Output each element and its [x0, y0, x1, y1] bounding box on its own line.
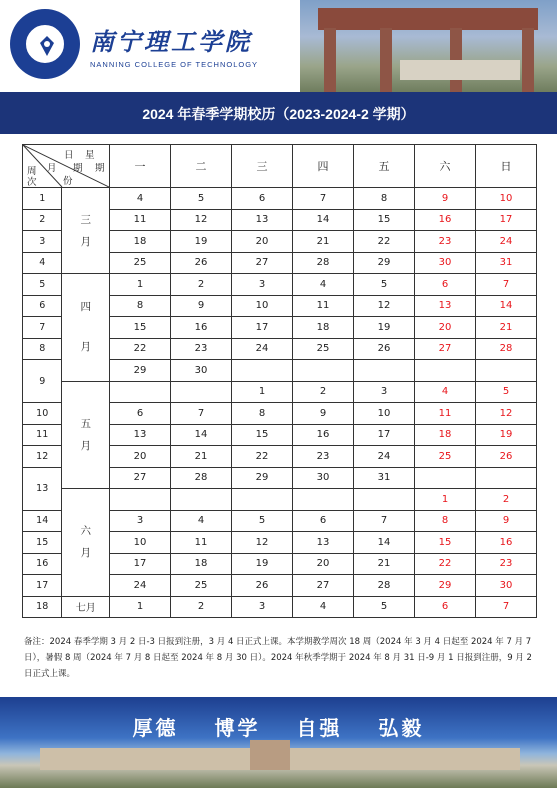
date-cell: 17	[232, 317, 293, 339]
date-cell-weekend: 15	[415, 532, 476, 554]
date-cell: 17	[110, 553, 171, 575]
date-cell: 26	[354, 338, 415, 360]
date-cell: 8	[232, 403, 293, 425]
date-cell: 28	[354, 575, 415, 597]
date-cell: 11	[110, 209, 171, 231]
college-english-name: NANNING COLLEGE OF TECHNOLOGY	[90, 60, 259, 69]
date-cell: 1	[110, 596, 171, 618]
day-header-sun: 日	[476, 145, 537, 188]
date-cell: 13	[110, 424, 171, 446]
date-cell: 28	[171, 467, 232, 489]
date-cell-weekend: 1	[415, 489, 476, 511]
date-cell: 19	[171, 231, 232, 253]
date-cell: 1	[232, 381, 293, 403]
calendar-table	[22, 144, 537, 618]
date-cell: 12	[171, 209, 232, 231]
date-cell-weekend: 29	[415, 575, 476, 597]
date-cell-weekend: 31	[476, 252, 537, 274]
date-cell: 27	[110, 467, 171, 489]
date-cell: 3	[232, 274, 293, 296]
date-cell: 18	[171, 553, 232, 575]
date-cell: 3	[110, 510, 171, 532]
corner-zhou-label: 周	[27, 166, 37, 177]
date-cell: 2	[171, 274, 232, 296]
month-label: 四	[80, 301, 91, 314]
date-cell: 13	[232, 209, 293, 231]
table-row	[23, 489, 537, 511]
date-cell-weekend: 21	[476, 317, 537, 339]
page-title: 2024 年春季学期校历（2023-2024-2 学期）	[142, 106, 415, 122]
date-cell: 23	[171, 338, 232, 360]
date-cell-weekend: 14	[476, 295, 537, 317]
date-cell-weekend: 7	[476, 596, 537, 618]
date-cell-weekend: 4	[415, 381, 476, 403]
date-cell-weekend: 30	[415, 252, 476, 274]
date-cell: 20	[110, 446, 171, 468]
seal-emblem-icon	[38, 35, 56, 57]
date-cell: 30	[293, 467, 354, 489]
date-cell: 25	[110, 252, 171, 274]
corner-month-label: 月	[47, 163, 57, 174]
date-cell-weekend: 18	[415, 424, 476, 446]
date-cell: 28	[293, 252, 354, 274]
date-cell: 18	[110, 231, 171, 253]
date-cell: 18	[293, 317, 354, 339]
date-cell: 5	[354, 274, 415, 296]
date-cell	[293, 360, 354, 382]
date-cell-weekend: 10	[476, 188, 537, 210]
table-row	[23, 274, 537, 296]
date-cell: 25	[293, 338, 354, 360]
date-cell: 15	[232, 424, 293, 446]
date-cell-weekend: 24	[476, 231, 537, 253]
date-cell-weekend	[476, 467, 537, 489]
date-cell: 7	[293, 188, 354, 210]
table-row	[23, 188, 537, 210]
date-cell: 23	[293, 446, 354, 468]
date-cell	[232, 489, 293, 511]
date-cell: 3	[354, 381, 415, 403]
date-cell: 4	[293, 274, 354, 296]
date-cell-weekend: 22	[415, 553, 476, 575]
date-cell: 6	[232, 188, 293, 210]
date-cell: 14	[171, 424, 232, 446]
date-cell: 22	[354, 231, 415, 253]
date-cell-weekend: 7	[476, 274, 537, 296]
date-cell-weekend: 6	[415, 596, 476, 618]
campus-tower-illustration	[250, 740, 290, 770]
page-header	[0, 0, 557, 92]
college-name-logo: 南宁理工学院	[90, 27, 252, 56]
date-cell-weekend: 13	[415, 295, 476, 317]
date-cell-weekend: 27	[415, 338, 476, 360]
month-label: 月	[80, 439, 91, 452]
date-cell	[110, 489, 171, 511]
month-cell-june	[62, 489, 110, 597]
date-cell: 12	[354, 295, 415, 317]
day-header-sat: 六	[415, 145, 476, 188]
week-number: 10	[23, 403, 62, 425]
date-cell: 7	[354, 510, 415, 532]
date-cell: 14	[293, 209, 354, 231]
date-cell: 6	[293, 510, 354, 532]
date-cell: 7	[171, 403, 232, 425]
corner-xing-label: 星	[85, 150, 95, 161]
date-cell: 17	[354, 424, 415, 446]
date-cell-weekend: 25	[415, 446, 476, 468]
date-cell: 5	[354, 596, 415, 618]
week-number: 12	[23, 446, 62, 468]
date-cell: 21	[171, 446, 232, 468]
date-cell-weekend: 19	[476, 424, 537, 446]
date-cell: 14	[354, 532, 415, 554]
date-cell: 19	[354, 317, 415, 339]
month-label: 五	[80, 417, 91, 430]
week-number: 7	[23, 317, 62, 339]
date-cell-weekend: 23	[476, 553, 537, 575]
date-cell: 6	[110, 403, 171, 425]
date-cell: 24	[232, 338, 293, 360]
table-row	[23, 596, 537, 618]
week-number: 3	[23, 231, 62, 253]
date-cell: 8	[354, 188, 415, 210]
date-cell: 20	[232, 231, 293, 253]
week-number: 1	[23, 188, 62, 210]
month-cell-may	[62, 381, 110, 489]
date-cell: 4	[293, 596, 354, 618]
week-number: 16	[23, 553, 62, 575]
date-cell: 27	[293, 575, 354, 597]
month-label: 三	[80, 213, 91, 226]
date-cell: 26	[171, 252, 232, 274]
date-cell	[232, 360, 293, 382]
date-cell-weekend: 28	[476, 338, 537, 360]
date-cell: 25	[171, 575, 232, 597]
date-cell-weekend	[476, 360, 537, 382]
date-cell-weekend	[415, 467, 476, 489]
date-cell-weekend: 26	[476, 446, 537, 468]
date-cell-weekend: 16	[476, 532, 537, 554]
day-header-mon: 一	[110, 145, 171, 188]
date-cell: 29	[232, 467, 293, 489]
date-cell-weekend: 16	[415, 209, 476, 231]
day-header-fri: 五	[354, 145, 415, 188]
day-header-tue: 二	[171, 145, 232, 188]
month-label: 六	[80, 525, 91, 538]
date-cell: 13	[293, 532, 354, 554]
week-number: 5	[23, 274, 62, 296]
corner-qi-label: 期	[73, 163, 83, 174]
date-cell-weekend: 8	[415, 510, 476, 532]
week-number: 4	[23, 252, 62, 274]
corner-qi2-label: 期	[95, 163, 105, 174]
week-number: 13	[23, 467, 62, 510]
date-cell: 19	[232, 553, 293, 575]
calendar-note: 备注：2024 春季学期 3 月 2 日-3 日报到注册，3 月 4 日正式上课。本学期教学周次 18 周（2024 年 3 月 4 日起至 2024 年 7 月 7 日），暑假 8 周（2024 年 7 月 8 日起至 2024 年 8 月 30 日）。2024 年秋季学期于 2024 年 8 月 31 日-9 月 1 日报到注册，9 月 2 日正式上课。	[24, 637, 532, 679]
week-number: 9	[23, 360, 62, 403]
date-cell: 10	[232, 295, 293, 317]
date-cell: 24	[110, 575, 171, 597]
date-cell: 21	[354, 553, 415, 575]
date-cell: 30	[171, 360, 232, 382]
date-cell: 15	[354, 209, 415, 231]
date-cell: 2	[171, 596, 232, 618]
table-header-row	[23, 145, 537, 188]
campus-gate-photo	[300, 0, 557, 92]
date-cell	[171, 381, 232, 403]
corner-cell	[23, 145, 110, 188]
college-seal-logo	[10, 9, 80, 79]
date-cell-weekend: 5	[476, 381, 537, 403]
date-cell-weekend: 6	[415, 274, 476, 296]
month-cell-july: 七月	[62, 596, 110, 618]
date-cell: 4	[110, 188, 171, 210]
week-number: 18	[23, 596, 62, 618]
date-cell: 24	[354, 446, 415, 468]
date-cell: 31	[354, 467, 415, 489]
corner-ci-label: 次	[27, 177, 37, 188]
date-cell: 15	[110, 317, 171, 339]
date-cell: 3	[232, 596, 293, 618]
college-motto: 厚德 博学 自强 弘毅	[132, 716, 425, 740]
date-cell: 10	[354, 403, 415, 425]
date-cell: 1	[110, 274, 171, 296]
date-cell	[354, 489, 415, 511]
month-label: 月	[80, 235, 91, 248]
month-cell-march	[62, 188, 110, 274]
week-number: 15	[23, 532, 62, 554]
month-label: 月	[80, 547, 91, 560]
date-cell-weekend: 12	[476, 403, 537, 425]
date-cell: 5	[171, 188, 232, 210]
date-cell	[293, 489, 354, 511]
date-cell-weekend: 23	[415, 231, 476, 253]
date-cell: 12	[232, 532, 293, 554]
day-header-thu: 四	[293, 145, 354, 188]
date-cell: 5	[232, 510, 293, 532]
date-cell: 11	[171, 532, 232, 554]
date-cell: 11	[293, 295, 354, 317]
date-cell	[354, 360, 415, 382]
date-cell-weekend: 2	[476, 489, 537, 511]
date-cell: 16	[171, 317, 232, 339]
date-cell-weekend: 30	[476, 575, 537, 597]
date-cell	[110, 381, 171, 403]
month-cell-april	[62, 274, 110, 382]
date-cell-weekend: 17	[476, 209, 537, 231]
week-number: 11	[23, 424, 62, 446]
corner-fen-label: 份	[63, 176, 73, 187]
table-row	[23, 381, 537, 403]
date-cell-weekend	[415, 360, 476, 382]
corner-ri-label: 日	[64, 150, 74, 161]
date-cell: 29	[354, 252, 415, 274]
week-number: 8	[23, 338, 62, 360]
date-cell: 20	[293, 553, 354, 575]
date-cell: 21	[293, 231, 354, 253]
date-cell: 10	[110, 532, 171, 554]
date-cell: 27	[232, 252, 293, 274]
date-cell-weekend: 9	[476, 510, 537, 532]
date-cell-weekend: 11	[415, 403, 476, 425]
date-cell: 9	[293, 403, 354, 425]
day-header-wed: 三	[232, 145, 293, 188]
date-cell: 26	[232, 575, 293, 597]
date-cell: 8	[110, 295, 171, 317]
month-label: 月	[80, 341, 91, 354]
date-cell: 16	[293, 424, 354, 446]
date-cell: 22	[110, 338, 171, 360]
date-cell	[171, 489, 232, 511]
date-cell: 4	[171, 510, 232, 532]
date-cell: 2	[293, 381, 354, 403]
week-number: 14	[23, 510, 62, 532]
date-cell-weekend: 20	[415, 317, 476, 339]
week-number: 6	[23, 295, 62, 317]
date-cell: 9	[171, 295, 232, 317]
date-cell: 29	[110, 360, 171, 382]
date-cell: 22	[232, 446, 293, 468]
week-number: 17	[23, 575, 62, 597]
week-number: 2	[23, 209, 62, 231]
date-cell-weekend: 9	[415, 188, 476, 210]
